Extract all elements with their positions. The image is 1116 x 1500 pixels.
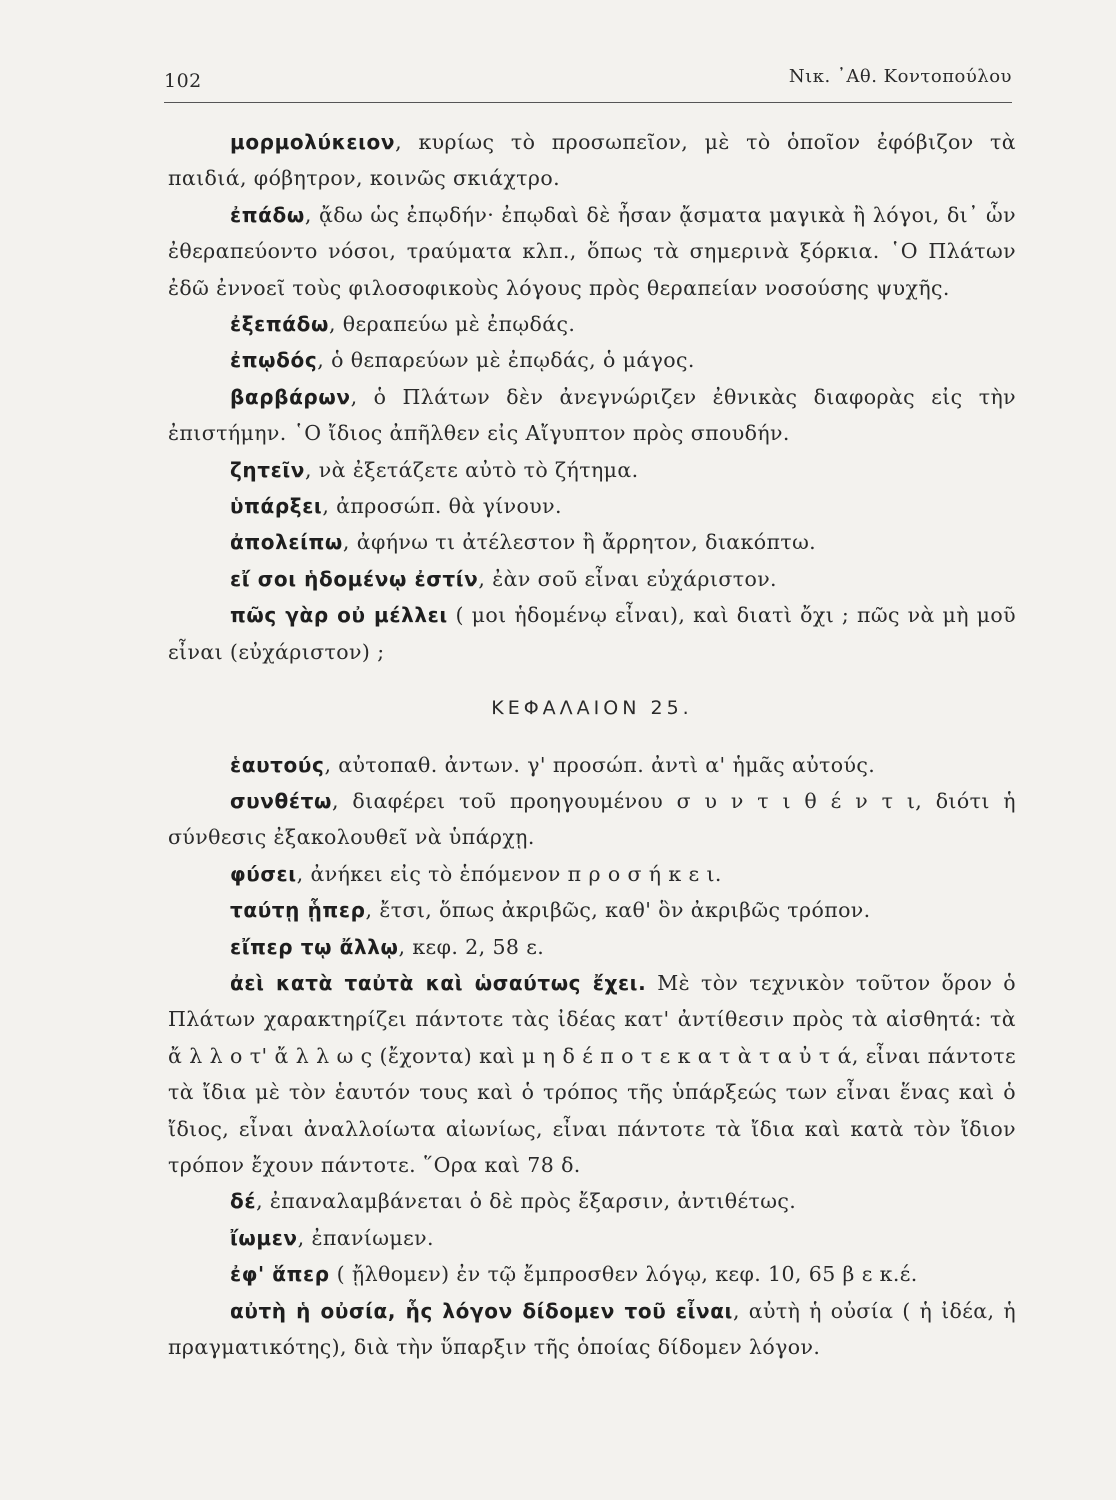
glossary-entry <box>168 197 1016 306</box>
entries-section-b <box>168 747 1016 1366</box>
glossary-entry <box>168 929 1016 965</box>
entry-lemma: εἴ σοι ἡδομένῳ ἐστίν <box>230 566 479 591</box>
entry-lemma: ἐπάδω <box>230 202 305 227</box>
glossary-entry <box>168 342 1016 378</box>
entry-lemma: ἐξεπάδω <box>230 312 329 337</box>
entry-text: Μὲ τὸν τεχνικὸν τοῦτον ὅρον ὁ Πλάτων χαρακτηρίζει πάντοτε τὰς ἰδέας κατ' ἀντίθεσιν πρὸς τὰ αἰσθητά: τὰ ἄ λ λ ο τ' ἄ λ λ ω ς (ἔχοντα) καὶ μ η δ έ π ο τ ε κ α τ ὰ τ α ὐ τ ά, εἶναι πάντοτε τὰ ἴδια μὲ τὸν ἑαυτόν τους καὶ ὁ τρόπος τῆς ὑπάρξεώς των εἶναι ἕνας καὶ ὁ ἴδιος, εἶναι ἀναλλοίωτα αἰωνίως, εἶναι πάντοτε τὰ ἴδια καὶ κατὰ τὸν ἴδιον τρόπον ἔχουν πάντοτε. ῞Ορα καὶ 78 δ. <box>168 970 1016 1177</box>
entry-lemma: πῶς γὰρ οὐ μέλλει <box>230 603 448 628</box>
entry-lemma: ταύτῃ ᾗπερ <box>230 898 366 923</box>
entry-text: , ὁ Πλάτων δὲν ἀνεγνώριζεν ἐθνικὰς διαφορὰς εἰς τὴν ἐπιστήμην. ῾Ο ἴδιος ἀπῆλθεν εἰς Αἴγυπτον πρὸς σπουδήν. <box>168 384 1016 446</box>
entry-lemma: δέ <box>230 1189 257 1214</box>
glossary-entry <box>168 524 1016 560</box>
entry-lemma: συνθέτω <box>230 788 332 813</box>
glossary-entry <box>168 747 1016 783</box>
entry-text: , νὰ ἐξετάζετε αὐτὸ τὸ ζήτημα. <box>304 457 639 482</box>
entry-text: , ἐπανίωμεν. <box>297 1225 434 1250</box>
entry-text: , ᾄδω ὡς ἐπῳδήν· ἐπῳδαὶ δὲ ἦσαν ᾄσματα μαγικὰ ἢ λόγοι, δι᾿ ὧν ἐθεραπεύοντο νόσοι, τραύματα κλπ., ὅπως τὰ σημερινὰ ξόρκια. ῾Ο Πλάτων ἐδῶ ἐννοεῖ τοὺς φιλοσοφικοὺς λόγους πρὸς θεραπείαν νοσούσης ψυχῆς. <box>168 202 1016 300</box>
entry-lemma: φύσει <box>230 861 297 886</box>
glossary-entry <box>168 452 1016 488</box>
entry-lemma: ἴωμεν <box>230 1225 298 1250</box>
glossary-entry <box>168 892 1016 928</box>
glossary-entry <box>168 1183 1016 1219</box>
entry-text: , ἐὰν σοῦ εἶναι εὐχάριστον. <box>478 566 777 591</box>
entry-text: , ἀπροσώπ. θὰ γίνουν. <box>322 494 562 519</box>
entry-lemma: αὐτὴ ἡ οὐσία, ἧς λόγον δίδομεν τοῦ εἶναι <box>230 1298 733 1323</box>
entry-lemma: ἐπῳδός <box>230 348 318 373</box>
page-number: 102 <box>164 70 202 92</box>
glossary-entry <box>168 856 1016 892</box>
glossary-entry <box>168 1293 1016 1366</box>
entry-text: , αὐτὴ ἡ οὐσία ( ἡ ἰδέα, ἡ πραγματικότης), διὰ τὴν ὕπαρξιν τῆς ὁποίας δίδομεν λόγον. <box>168 1298 1017 1359</box>
entry-text: , ἐπαναλαμβάνεται ὁ δὲ πρὸς ἔξαρσιν, ἀντιθέτως. <box>256 1189 797 1214</box>
page-header <box>164 62 1012 103</box>
entries-section-a <box>168 124 1016 670</box>
entry-lemma: ἑαυτούς <box>230 752 325 777</box>
glossary-entry <box>168 306 1016 342</box>
entry-lemma: ζητεῖν <box>230 457 305 482</box>
glossary-entry <box>168 379 1016 452</box>
entry-lemma: βαρβάρων <box>230 384 351 409</box>
entry-text: , ἀνήκει εἰς τὸ ἑπόμενον π ρ ο σ ή κ ε ι. <box>296 861 722 886</box>
glossary-entry <box>168 1220 1016 1256</box>
entry-text: , ἀφήνω τι ἀτέλεστον ἢ ἄρρητον, διακόπτω. <box>342 530 817 555</box>
entry-lemma: μορμολύκειον <box>230 130 396 154</box>
entry-text: ( μοι ἡδομένῳ εἶναι), καὶ διατὶ ὄχι ; πῶς νὰ μὴ μοῦ εἶναι (εὐχάριστον) ; <box>168 603 1016 664</box>
entry-lemma: ἐφ' ἅπερ <box>230 1262 330 1287</box>
glossary-entry <box>168 965 1016 1183</box>
chapter-heading: ΚΕΦΑΛΑΙΟΝ 25. <box>491 697 693 720</box>
entry-text: , ἔτσι, ὅπως ἀκριβῶς, καθ' ὃν ἀκριβῶς τρόπον. <box>365 898 871 923</box>
entry-text: , κεφ. 2, 58 ε. <box>398 934 545 959</box>
entry-text: , κυρίως τὸ προσωπεῖον, μὲ τὸ ὁποῖον ἐφόβιζον τὰ παιδιά, φόβητρον, κοινῶς σκιάχτρο. <box>168 130 1016 191</box>
entry-lemma: ἀεὶ κατὰ ταὐτὰ καὶ ὡσαύτως ἔχει. <box>230 970 647 995</box>
entry-lemma: ὑπάρξει <box>230 494 323 519</box>
entry-text: , αὐτοπαθ. ἀντων. γ' προσώπ. ἀντὶ α' ἡμᾶς αὐτούς. <box>324 752 876 777</box>
glossary-entry <box>168 124 1016 197</box>
entry-text: , ὁ θεπαρεύων μὲ ἐπῳδάς, ὁ μάγος. <box>317 348 695 373</box>
entry-text: , διαφέρει τοῦ προηγουμένου σ υ ν τ ι θ έ ν τ ι, διότι ἡ σύνθεσις ἐξακολουθεῖ νὰ ὑπάρχῃ. <box>168 788 1016 850</box>
page-body <box>168 124 1016 1365</box>
entry-lemma: ἀπολείπω <box>230 530 343 555</box>
entry-text: ( ᾔλθομεν) ἐν τῷ ἔμπροσθεν λόγῳ, κεφ. 10, 65 β ε κ.έ. <box>329 1262 918 1287</box>
glossary-entry <box>168 561 1016 597</box>
glossary-entry <box>168 1256 1016 1292</box>
entry-text: , θεραπεύω μὲ ἐπῳδάς. <box>328 312 576 337</box>
glossary-entry <box>168 488 1016 524</box>
entry-lemma: εἴπερ τῳ ἄλλῳ <box>230 934 399 959</box>
glossary-entry <box>168 597 1016 670</box>
glossary-entry <box>168 783 1016 856</box>
running-title: Νικ. ᾿Αθ. Κοντοπούλου <box>788 66 1012 87</box>
